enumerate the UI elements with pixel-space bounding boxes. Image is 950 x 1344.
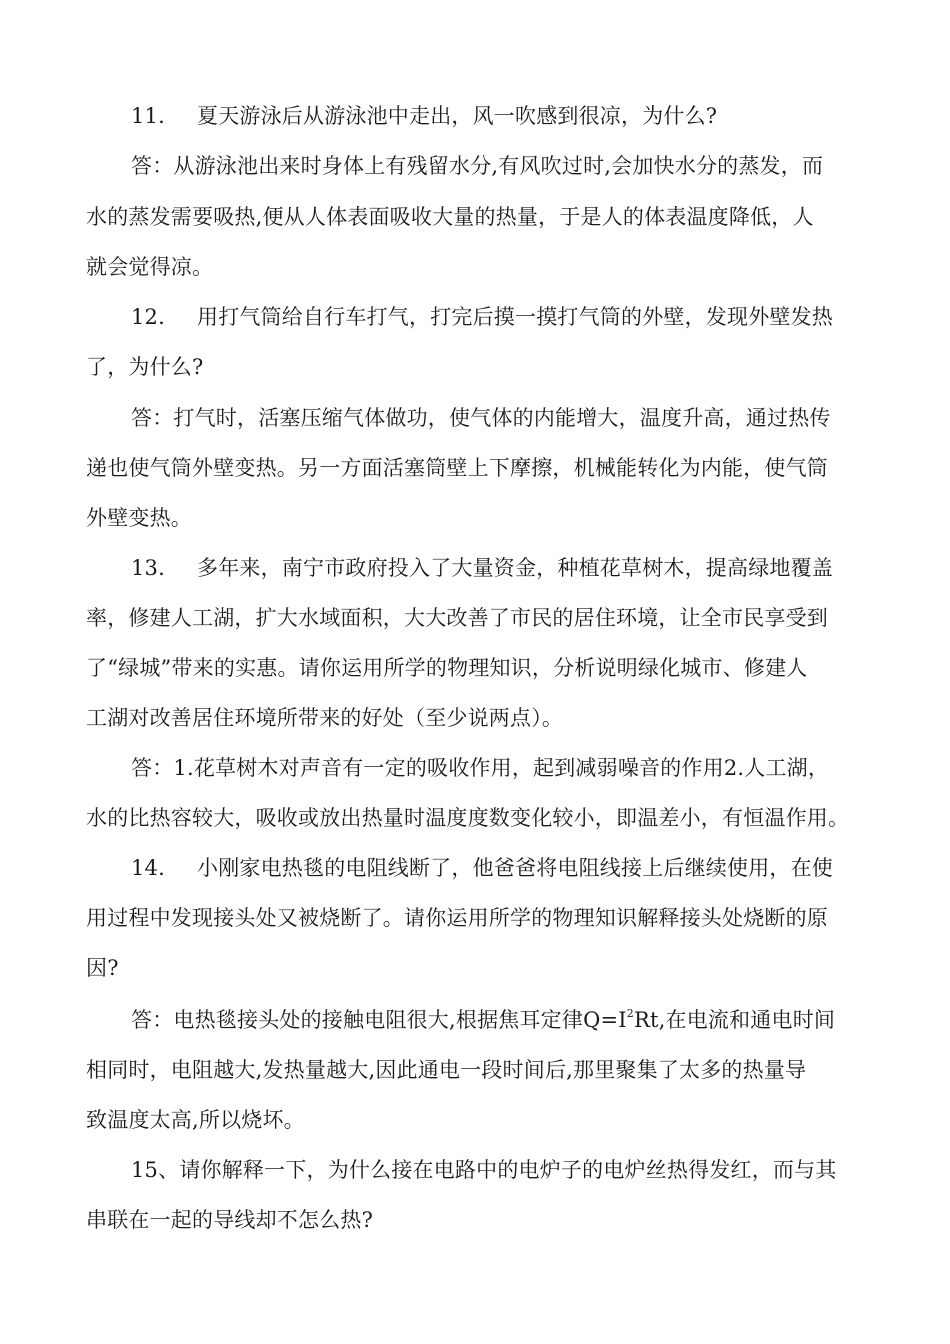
q13-question-text: 多年来，南宁市政府投入了大量资金，种植花草树木，提高绿地覆盖 [197,556,833,580]
q12-question-line-2: 了，为什么? [86,355,204,379]
q13-number: 13. [131,556,165,580]
q13-question-line-1 [131,553,833,583]
q13-answer-line-1: 答：1.花草树木对声音有一定的吸收作用，起到减弱噪音的作用2.人工湖， [131,756,830,780]
q12-question-text: 用打气筒给自行车打气，打完后摸一摸打气筒的外壁，发现外壁发热 [197,305,833,329]
q14-question-line-1 [131,853,833,883]
q15-question-line-2: 串联在一起的导线却不怎么热? [86,1208,374,1232]
q12-answer-line-1: 答：打气时，活塞压缩气体做功，使气体的内能增大，温度升高，通过热传 [131,406,831,430]
q14-question-line-3: 因? [86,956,119,980]
q14-answer-line-2: 相同时，电阻越大,发热量越大,因此通电一段时间后,那里聚集了太多的热量导 [86,1058,807,1082]
q14-answer-line-1 [131,1005,835,1035]
q11-answer-line-1: 答：从游泳池出来时身体上有残留水分,有风吹过时,会加快水分的蒸发，而 [131,154,824,178]
q14-answer-text-before: 答：电热毯接头处的接触电阻很大,根据焦耳定律Q=I [131,1008,627,1032]
q11-question-text: 夏天游泳后从游泳池中走出，风一吹感到很凉，为什么? [197,104,718,128]
q14-answer-superscript: 2 [626,1007,634,1020]
q12-answer-line-3: 外壁变热。 [86,506,192,530]
q13-question-line-2: 率，修建人工湖，扩大水域面积，大大改善了市民的居住环境，让全市民享受到 [86,606,828,630]
q11-question-line [131,101,717,131]
q13-question-line-4: 工湖对改善居住环境所带来的好处（至少说两点）。 [86,706,564,730]
q11-answer-line-3: 就会觉得凉。 [86,255,214,279]
q14-question-text: 小刚家电热毯的电阻线断了，他爸爸将电阻线接上后继续使用，在使 [197,856,833,880]
q14-number: 14. [131,856,165,880]
q11-number: 11. [131,104,165,128]
q12-question-line-1 [131,302,833,332]
q11-answer-line-2: 水的蒸发需要吸热,便从人体表面吸收大量的热量，于是人的体表温度降低，人 [86,205,814,229]
q14-answer-text-after: Rt,在电流和通电时间 [633,1008,836,1032]
q13-answer-line-2: 水的比热容较大，吸收或放出热量时温度度数变化较小，即温差小，有恒温作用。 [86,806,850,830]
q15-question-line-1: 15、请你解释一下，为什么接在电路中的电炉子的电炉丝热得发红，而与其 [131,1158,837,1182]
q14-answer-line-3: 致温度太高,所以烧坏。 [86,1108,305,1132]
q12-answer-line-2: 递也使气筒外壁变热。另一方面活塞筒壁上下摩擦，机械能转化为内能，使气筒 [86,456,828,480]
q14-question-line-2: 用过程中发现接头处又被烧断了。请你运用所学的物理知识解释接头处烧断的原 [86,906,828,930]
q13-question-line-3: 了“绿城”带来的实惠。请你运用所学的物理知识，分析说明绿化城市、修建人 [86,656,808,680]
q12-number: 12. [131,305,165,329]
